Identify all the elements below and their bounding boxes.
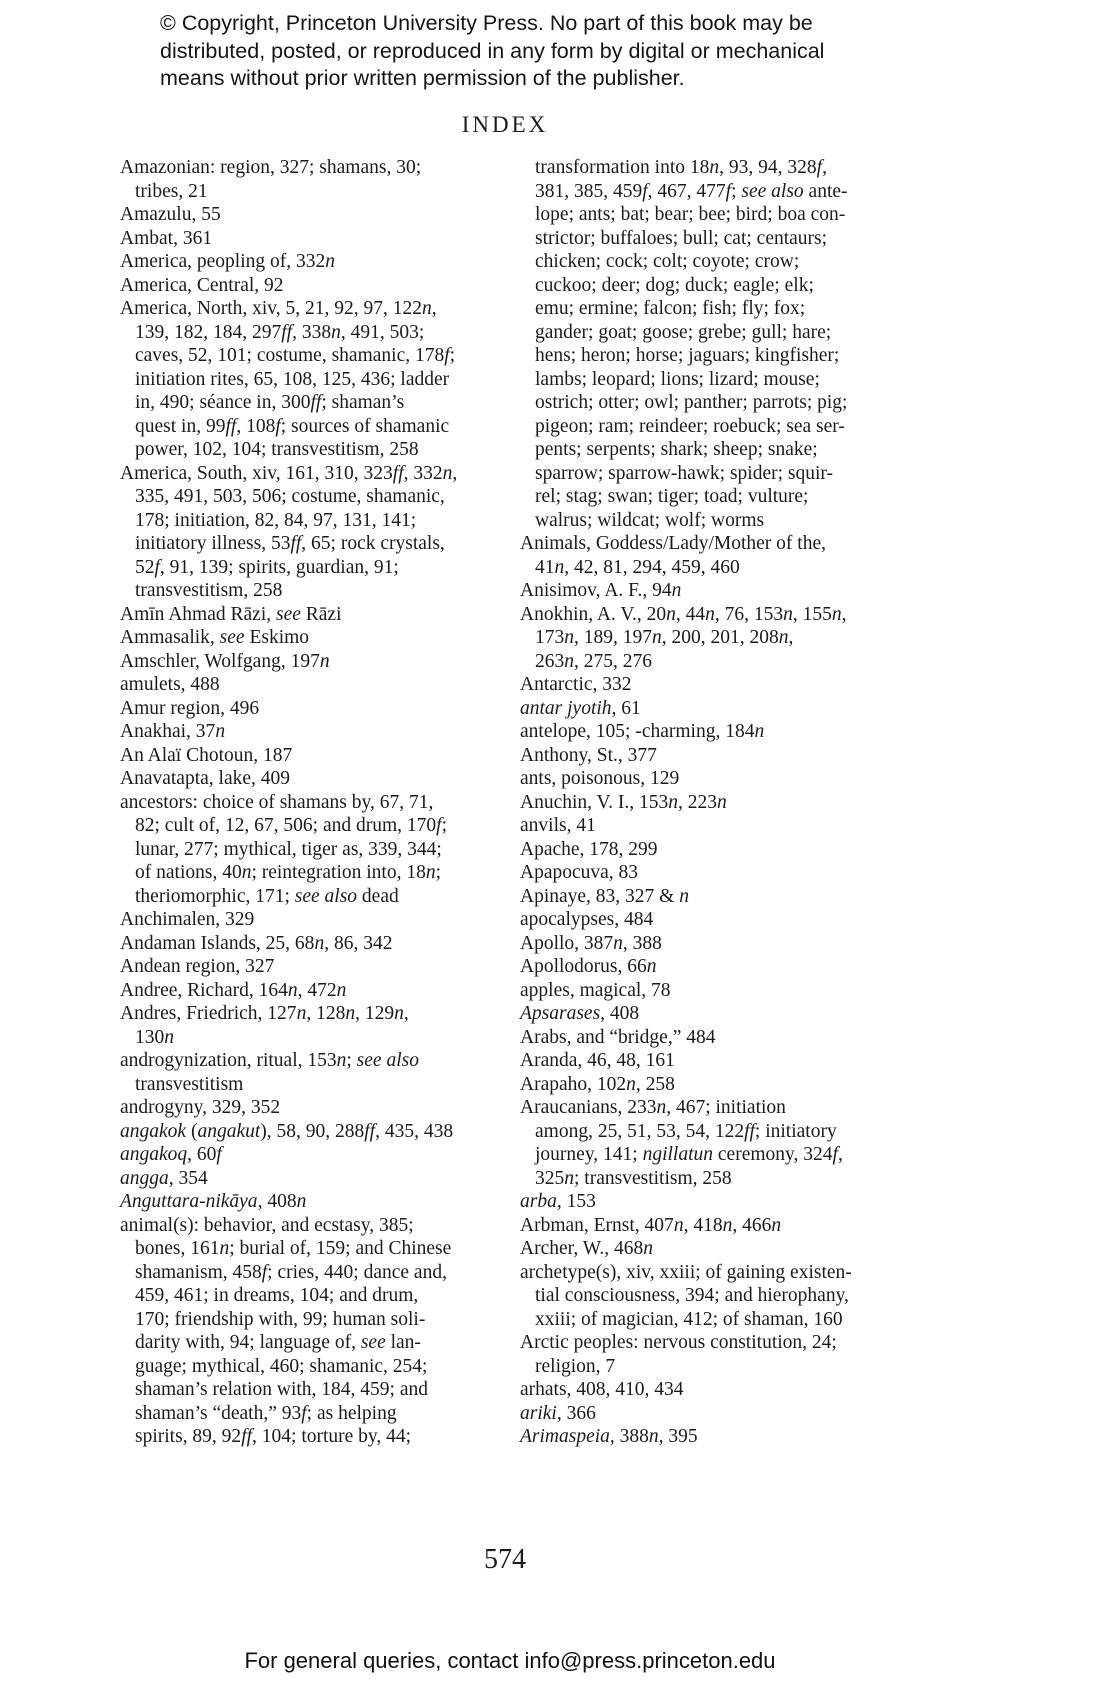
index-line: ostrich; otter; owl; panther; parrots; pig; — [535, 392, 848, 413]
index-line: 178; initiation, 82, 84, 97, 131, 141; — [135, 509, 417, 531]
index-line: 139, 182, 184, 297ff, 338n, 491, 503; — [135, 321, 425, 343]
index-line: lunar, 277; mythical, tiger as, 339, 344; — [135, 838, 442, 860]
index-line: Anavatapta, lake, 409 — [120, 768, 291, 789]
index-line: An Alaï Chotoun, 187 — [120, 744, 293, 766]
index-line: spirits, 89, 92ff, 104; torture by, 44; — [135, 1426, 412, 1447]
index-line: Anguttara-nikāya, 408n — [120, 1191, 307, 1212]
index-line: apples, magical, 78 — [520, 979, 671, 1001]
copyright-notice — [160, 10, 920, 93]
index-line: tial consciousness, 394; and hierophany, — [535, 1285, 849, 1306]
index-line: ariki, 366 — [520, 1402, 596, 1424]
index-line: strictor; buffaloes; bull; cat; centaurs; — [535, 227, 828, 249]
index-line: animal(s): behavior, and ecstasy, 385; — [120, 1214, 414, 1236]
index-line: theriomorphic, 171; see also dead — [135, 885, 399, 907]
copyright-line: means without prior written permission of the publisher. — [160, 66, 685, 90]
index-line: Anokhin, A. V., 20n, 44n, 76, 153n, 155n, — [520, 603, 847, 625]
index-line: journey, 141; ngillatun ceremony, 324f, — [535, 1144, 843, 1165]
index-line: pigeon; ram; reindeer; roebuck; sea ser- — [535, 415, 845, 437]
index-line: Apollo, 387n, 388 — [520, 932, 662, 954]
index-line: Amīn Ahmad Rāzi, see Rāzi — [120, 603, 342, 625]
index-line: Amazonian: region, 327; shamans, 30; — [120, 157, 422, 178]
index-line: quest in, 99ff, 108f; sources of shamanic — [135, 415, 450, 437]
index-line: 52f, 91, 139; spirits, guardian, 91; — [135, 556, 399, 578]
page-number: 574 — [484, 1544, 526, 1575]
index-line: Ambat, 361 — [120, 227, 213, 249]
page-title: INDEX — [461, 112, 549, 137]
index-line: androgynization, ritual, 153n; see also — [120, 1050, 419, 1071]
index-line: Aranda, 46, 48, 161 — [520, 1050, 675, 1071]
index-line: bones, 161n; burial of, 159; and Chinese — [135, 1238, 452, 1259]
index-line: 381, 385, 459f, 467, 477f; see also ante- — [535, 180, 848, 202]
index-line: arhats, 408, 410, 434 — [520, 1379, 684, 1400]
index-line: Arapaho, 102n, 258 — [520, 1073, 675, 1095]
index-line: Apinaye, 83, 327 & n — [520, 885, 689, 907]
index-line: emu; ermine; falcon; fish; fly; fox; — [535, 298, 806, 319]
index-line: Andaman Islands, 25, 68n, 86, 342 — [120, 932, 393, 954]
index-line: Animals, Goddess/Lady/Mother of the, — [520, 533, 826, 554]
index-line: angakoq, 60f — [120, 1144, 222, 1165]
index-line: Arabs, and “bridge,” 484 — [520, 1026, 716, 1048]
index-line: walrus; wildcat; wolf; worms — [535, 509, 765, 531]
index-line: antar jyotih, 61 — [520, 697, 641, 719]
index-column-left — [120, 156, 520, 1449]
index-line: 459, 461; in dreams, 104; and drum, — [135, 1285, 419, 1306]
index-line: Apapocuva, 83 — [520, 862, 639, 883]
index-line: 173n, 189, 197n, 200, 201, 208n, — [535, 627, 794, 648]
index-line: power, 102, 104; transvestitism, 258 — [135, 439, 419, 460]
index-line: among, 25, 51, 53, 54, 122ff; initiatory — [535, 1120, 837, 1142]
index-line: Anthony, St., 377 — [520, 744, 657, 766]
index-line: Anchimalen, 329 — [120, 909, 255, 930]
index-line: anvils, 41 — [520, 815, 596, 836]
index-line: 41n, 42, 81, 294, 459, 460 — [535, 556, 740, 578]
index-line: initiatory illness, 53ff, 65; rock crystals, — [135, 533, 445, 554]
index-line: sparrow; sparrow-hawk; spider; squir- — [535, 462, 833, 484]
index-line: rel; stag; swan; tiger; toad; vulture; — [535, 486, 809, 507]
index-line: 170; friendship with, 99; human soli- — [135, 1308, 426, 1330]
index-line: ancestors: choice of shamans by, 67, 71, — [120, 791, 434, 813]
footer-contact: For general queries, contact info@press.princeton.edu — [244, 1648, 776, 1673]
index-line: Arbman, Ernst, 407n, 418n, 466n — [520, 1214, 782, 1236]
index-line: caves, 52, 101; costume, shamanic, 178f; — [135, 345, 456, 366]
index-line: 130n — [135, 1026, 174, 1048]
index-line: Archer, W., 468n — [520, 1238, 653, 1259]
index-line: of nations, 40n; reintegration into, 18n; — [135, 862, 442, 883]
index-line: religion, 7 — [535, 1355, 616, 1377]
index-line: Andree, Richard, 164n, 472n — [120, 979, 347, 1001]
index-line: America, South, xiv, 161, 310, 323ff, 332n, — [120, 462, 458, 484]
index-line: antelope, 105; -charming, 184n — [520, 721, 765, 742]
index-line: in, 490; séance in, 300ff; shaman’s — [135, 392, 405, 413]
index-line: 325n; transvestitism, 258 — [535, 1167, 732, 1189]
index-line: transvestitism, 258 — [135, 580, 283, 601]
index-line: cuckoo; deer; dog; duck; eagle; elk; — [535, 274, 814, 296]
index-line: hens; heron; horse; jaguars; kingfisher; — [535, 345, 840, 366]
index-line: 263n, 275, 276 — [535, 650, 652, 672]
index-line: shamanism, 458f; cries, 440; dance and, — [135, 1261, 447, 1283]
index-line: America, Central, 92 — [120, 274, 284, 296]
index-line: ants, poisonous, 129 — [520, 768, 680, 789]
index-line: America, peopling of, 332n — [120, 251, 335, 272]
index-line: shaman’s relation with, 184, 459; and — [135, 1379, 428, 1400]
index-line: Arimaspeia, 388n, 395 — [520, 1426, 698, 1447]
index-line: shaman’s “death,” 93f; as helping — [135, 1402, 397, 1424]
index-line: Apollodorus, 66n — [520, 956, 657, 977]
index-line: Arctic peoples: nervous constitution, 24; — [520, 1332, 837, 1353]
copyright-line: distributed, posted, or reproduced in any form by digital or mechanical — [160, 38, 825, 63]
index-line: initiation rites, 65, 108, 125, 436; ladder — [135, 368, 450, 390]
index-line: lope; ants; bat; bear; bee; bird; boa con- — [535, 204, 846, 225]
index-line: Anisimov, A. F., 94n — [520, 580, 682, 601]
index-line: amulets, 488 — [120, 674, 220, 695]
index-line: Amazulu, 55 — [120, 204, 221, 225]
index-line: Araucanians, 233n, 467; initiation — [520, 1097, 786, 1118]
index-line: angakok (angakut), 58, 90, 288ff, 435, 438 — [120, 1120, 454, 1142]
index-line: 82; cult of, 12, 67, 506; and drum, 170f; — [135, 815, 447, 836]
index-line: Apsarases, 408 — [520, 1003, 640, 1024]
index-line: archetype(s), xiv, xxiii; of gaining existen- — [520, 1261, 852, 1283]
index-line: Andres, Friedrich, 127n, 128n, 129n, — [120, 1003, 409, 1024]
index-line: transvestitism — [135, 1073, 244, 1095]
index-line: lambs; leopard; lions; lizard; mouse; — [535, 368, 820, 390]
index-column-right — [520, 156, 920, 1449]
index-line: America, North, xiv, 5, 21, 92, 97, 122n, — [120, 298, 437, 319]
index-line: Andean region, 327 — [120, 956, 275, 977]
index-line: chicken; cock; colt; coyote; crow; — [535, 251, 800, 272]
index-line: Anuchin, V. I., 153n, 223n — [520, 791, 727, 813]
index-line: pents; serpents; shark; sheep; snake; — [535, 439, 818, 460]
copyright-line: © Copyright, Princeton University Press. No part of this book may be — [160, 11, 813, 35]
index-columns — [120, 156, 1000, 1449]
index-line: angga, 354 — [120, 1167, 208, 1189]
index-line: xxiii; of magician, 412; of shaman, 160 — [535, 1308, 843, 1330]
index-line: Anakhai, 37n — [120, 721, 226, 742]
index-line: apocalypses, 484 — [520, 909, 654, 930]
index-line: guage; mythical, 460; shamanic, 254; — [135, 1355, 428, 1377]
index-line: Amur region, 496 — [120, 697, 260, 719]
index-line: transformation into 18n, 93, 94, 328f, — [535, 157, 827, 178]
index-line: androgyny, 329, 352 — [120, 1097, 281, 1118]
index-line: 335, 491, 503, 506; costume, shamanic, — [135, 486, 445, 507]
index-line: tribes, 21 — [135, 180, 208, 202]
index-line: Apache, 178, 299 — [520, 838, 658, 860]
index-line: Antarctic, 332 — [520, 674, 632, 695]
index-line: Ammasalik, see Eskimo — [120, 627, 310, 648]
index-line: arba, 153 — [520, 1191, 596, 1212]
index-line: Amschler, Wolfgang, 197n — [120, 650, 330, 672]
index-line: gander; goat; goose; grebe; gull; hare; — [535, 321, 832, 343]
index-line: darity with, 94; language of, see lan- — [135, 1332, 421, 1353]
